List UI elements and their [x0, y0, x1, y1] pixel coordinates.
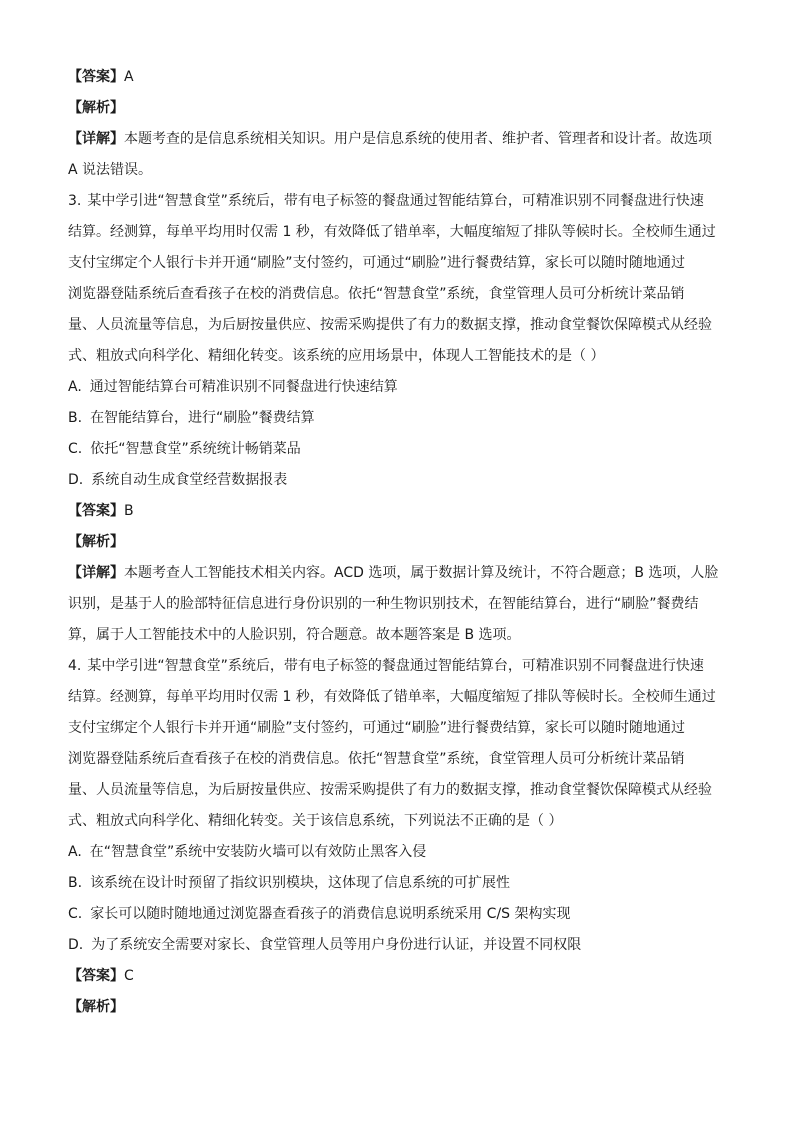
analysis-heading	[68, 93, 728, 124]
detail-text-line: A 说法错误。	[68, 162, 153, 178]
option-text: 系统自动生成食堂经营数据报表	[91, 472, 288, 488]
analysis-label: 【解析】	[68, 534, 124, 550]
document-content	[68, 62, 728, 1023]
option-text: 依托“智慧食堂”系统统计畅销菜品	[90, 441, 301, 457]
option-text: 该系统在设计时预留了指纹识别模块，这体现了信息系统的可扩展性	[90, 875, 511, 891]
option-text: 家长可以随时随地通过浏览器查看孩子的消费信息说明系统采用 C/S 架构实现	[90, 906, 571, 922]
answer-label: 【答案】	[68, 503, 124, 519]
question-text-line: 结算。经测算，每单平均用时仅需 1 秒，有效降低了错单率，大幅度缩短了排队等候时长。全校师生通过	[68, 224, 716, 240]
option-a	[68, 837, 728, 868]
option-b	[68, 868, 728, 899]
detail-line	[68, 124, 728, 155]
question-line	[68, 279, 728, 310]
answer-line	[68, 496, 728, 527]
question-line	[68, 744, 728, 775]
question-text-line: 支付宝绑定个人银行卡并开通“刷脸”支付签约，可通过“刷脸”进行餐费结算，家长可以随时随地通过	[68, 255, 686, 271]
option-letter: C.	[68, 441, 83, 457]
question-text-line: 量、人员流量等信息，为后厨按量供应、按需采购提供了有力的数据支撑，推动食堂餐饮保障模式从经验	[68, 317, 712, 333]
question-line	[68, 310, 728, 341]
analysis-label: 【解析】	[68, 100, 124, 116]
answer-value: B	[124, 503, 134, 519]
question-line	[68, 341, 728, 372]
analysis-label: 【解析】	[68, 999, 124, 1015]
question-text-line: 式、粗放式向科学化、精细化转变。关于该信息系统，下列说法不正确的是（ ）	[68, 813, 563, 829]
option-a	[68, 372, 728, 403]
option-b	[68, 403, 728, 434]
question-number: 3.	[68, 193, 82, 209]
question-line	[68, 806, 728, 837]
option-letter: D.	[68, 937, 84, 953]
analysis-heading	[68, 527, 728, 558]
detail-text-line: 识别，是基于人的脸部特征信息进行身份识别的一种生物识别技术，在智能结算台，进行“刷脸”餐费结	[68, 596, 699, 612]
option-text: 在智能结算台，进行“刷脸”餐费结算	[90, 410, 315, 426]
answer-label: 【答案】	[68, 968, 124, 984]
question-text-line: 浏览器登陆系统后查看孩子在校的消费信息。依托“智慧食堂”系统，食堂管理人员可分析统计菜品销	[68, 751, 685, 767]
question-line	[68, 248, 728, 279]
question-text-line: 支付宝绑定个人银行卡并开通“刷脸”支付签约，可通过“刷脸”进行餐费结算，家长可以随时随地通过	[68, 720, 686, 736]
analysis-heading	[68, 992, 728, 1023]
question-text-line: 式、粗放式向科学化、精细化转变。该系统的应用场景中，体现人工智能技术的是（ ）	[68, 348, 605, 364]
question-line	[68, 713, 728, 744]
answer-line	[68, 62, 728, 93]
question-line	[68, 217, 728, 248]
option-d	[68, 465, 728, 496]
option-letter: B.	[68, 875, 83, 891]
detail-text-line: 本题考查人工智能技术相关内容。ACD 选项，属于数据计算及统计，不符合题意；B 选项，人脸	[124, 565, 719, 581]
answer-value: C	[124, 968, 134, 984]
option-letter: A.	[68, 844, 82, 860]
question-line	[68, 651, 728, 682]
detail-text-line: 本题考查的是信息系统相关知识。用户是信息系统的使用者、维护者、管理者和设计者。故选项	[124, 131, 712, 147]
option-letter: B.	[68, 410, 83, 426]
question-text-line: 结算。经测算，每单平均用时仅需 1 秒，有效降低了错单率，大幅度缩短了排队等候时长。全校师生通过	[68, 689, 716, 705]
answer-label: 【答案】	[68, 69, 124, 85]
detail-label: 【详解】	[68, 565, 124, 581]
detail-line	[68, 155, 728, 186]
question-text-line: 某中学引进“智慧食堂”系统后，带有电子标签的餐盘通过智能结算台，可精准识别不同餐盘进行快速	[87, 658, 704, 674]
answer-line	[68, 961, 728, 992]
option-letter: A.	[68, 379, 82, 395]
option-c	[68, 434, 728, 465]
question-text-line: 浏览器登陆系统后查看孩子在校的消费信息。依托“智慧食堂”系统，食堂管理人员可分析统计菜品销	[68, 286, 685, 302]
option-text: 为了系统安全需要对家长、食堂管理人员等用户身份进行认证，并设置不同权限	[91, 937, 582, 953]
question-line	[68, 775, 728, 806]
option-text: 通过智能结算台可精准识别不同餐盘进行快速结算	[89, 379, 398, 395]
detail-line	[68, 589, 728, 620]
option-text: 在“智慧食堂”系统中安装防火墙可以有效防止黑客入侵	[89, 844, 427, 860]
option-letter: D.	[68, 472, 84, 488]
answer-value: A	[124, 69, 134, 85]
question-line	[68, 186, 728, 217]
question-number: 4.	[68, 658, 82, 674]
question-line	[68, 682, 728, 713]
option-d	[68, 930, 728, 961]
detail-label: 【详解】	[68, 131, 124, 147]
option-c	[68, 899, 728, 930]
detail-text-line: 算，属于人工智能技术中的人脸识别，符合题意。故本题答案是 B 选项。	[68, 627, 521, 643]
question-text-line: 某中学引进“智慧食堂”系统后，带有电子标签的餐盘通过智能结算台，可精准识别不同餐盘进行快速	[87, 193, 704, 209]
option-letter: C.	[68, 906, 83, 922]
detail-line	[68, 558, 728, 589]
question-text-line: 量、人员流量等信息，为后厨按量供应、按需采购提供了有力的数据支撑，推动食堂餐饮保障模式从经验	[68, 782, 712, 798]
detail-line	[68, 620, 728, 651]
